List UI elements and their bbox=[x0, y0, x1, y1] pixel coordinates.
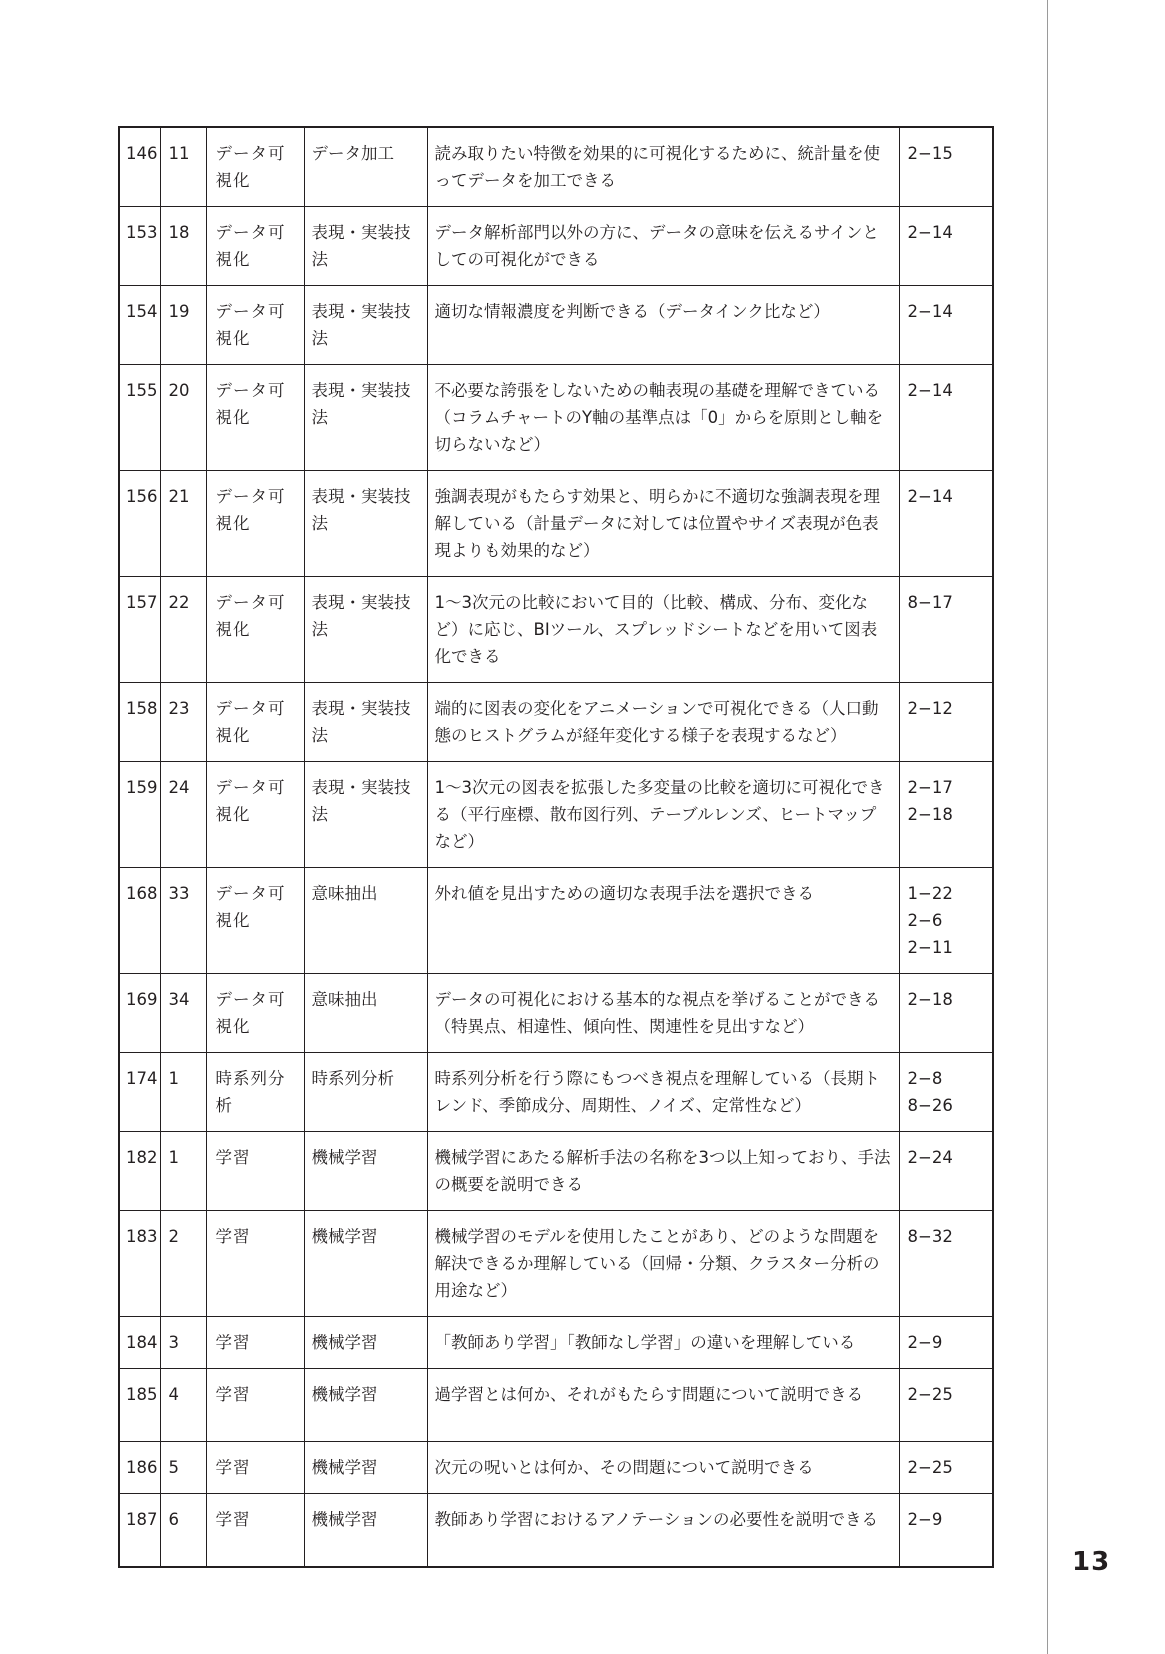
description: 1〜3次元の比較において目的（比較、構成、分布、変化など）に応じ、BIツール、スプレッドシートなどを用いて図表化できる bbox=[427, 577, 899, 683]
subcategory: 機械学習 bbox=[304, 1211, 427, 1317]
table-row bbox=[119, 1317, 993, 1369]
item-number: 146 bbox=[119, 127, 160, 207]
skills-table-body bbox=[119, 127, 993, 1567]
category: 学習 bbox=[206, 1132, 304, 1211]
category: データ可視化 bbox=[206, 207, 304, 286]
sub-number: 33 bbox=[160, 868, 206, 974]
table-row bbox=[119, 974, 993, 1053]
table-row bbox=[119, 1494, 993, 1567]
category: データ可視化 bbox=[206, 365, 304, 471]
page-number: 13 bbox=[1072, 1547, 1111, 1577]
item-number: 156 bbox=[119, 471, 160, 577]
table-row bbox=[119, 868, 993, 974]
item-number: 168 bbox=[119, 868, 160, 974]
table-row bbox=[119, 683, 993, 762]
reference: 2−25 bbox=[899, 1442, 993, 1494]
sub-number: 20 bbox=[160, 365, 206, 471]
item-number: 159 bbox=[119, 762, 160, 868]
table-row bbox=[119, 365, 993, 471]
reference: 2−24 bbox=[899, 1132, 993, 1211]
reference: 2−17 2−18 bbox=[899, 762, 993, 868]
category: 学習 bbox=[206, 1369, 304, 1442]
reference: 2−8 8−26 bbox=[899, 1053, 993, 1132]
item-number: 157 bbox=[119, 577, 160, 683]
item-number: 186 bbox=[119, 1442, 160, 1494]
reference: 1−22 2−6 2−11 bbox=[899, 868, 993, 974]
category: 学習 bbox=[206, 1317, 304, 1369]
sub-number: 5 bbox=[160, 1442, 206, 1494]
reference: 2−9 bbox=[899, 1494, 993, 1567]
subcategory: 表現・実装技法 bbox=[304, 207, 427, 286]
reference: 8−32 bbox=[899, 1211, 993, 1317]
table-row bbox=[119, 1211, 993, 1317]
sub-number: 18 bbox=[160, 207, 206, 286]
item-number: 184 bbox=[119, 1317, 160, 1369]
table-row bbox=[119, 471, 993, 577]
sub-number: 4 bbox=[160, 1369, 206, 1442]
subcategory: 機械学習 bbox=[304, 1369, 427, 1442]
table-row bbox=[119, 1369, 993, 1442]
subcategory: 表現・実装技法 bbox=[304, 683, 427, 762]
reference: 2−9 bbox=[899, 1317, 993, 1369]
item-number: 183 bbox=[119, 1211, 160, 1317]
item-number: 169 bbox=[119, 974, 160, 1053]
table-row bbox=[119, 1132, 993, 1211]
skills-table bbox=[118, 126, 994, 1568]
sub-number: 23 bbox=[160, 683, 206, 762]
table-row bbox=[119, 1053, 993, 1132]
category: データ可視化 bbox=[206, 471, 304, 577]
description: 「教師あり学習」「教師なし学習」の違いを理解している bbox=[427, 1317, 899, 1369]
subcategory: 時系列分析 bbox=[304, 1053, 427, 1132]
sub-number: 3 bbox=[160, 1317, 206, 1369]
category: データ可視化 bbox=[206, 868, 304, 974]
category: データ可視化 bbox=[206, 762, 304, 868]
sub-number: 6 bbox=[160, 1494, 206, 1567]
description: 読み取りたい特徴を効果的に可視化するために、統計量を使ってデータを加工できる bbox=[427, 127, 899, 207]
item-number: 153 bbox=[119, 207, 160, 286]
table-row bbox=[119, 127, 993, 207]
description: 過学習とは何か、それがもたらす問題について説明できる bbox=[427, 1369, 899, 1442]
description: 機械学習にあたる解析手法の名称を3つ以上知っており、手法の概要を説明できる bbox=[427, 1132, 899, 1211]
category: 学習 bbox=[206, 1211, 304, 1317]
reference: 2−15 bbox=[899, 127, 993, 207]
category: データ可視化 bbox=[206, 127, 304, 207]
sub-number: 1 bbox=[160, 1053, 206, 1132]
description: 教師あり学習におけるアノテーションの必要性を説明できる bbox=[427, 1494, 899, 1567]
category: データ可視化 bbox=[206, 577, 304, 683]
description: 次元の呪いとは何か、その問題について説明できる bbox=[427, 1442, 899, 1494]
item-number: 174 bbox=[119, 1053, 160, 1132]
reference: 2−18 bbox=[899, 974, 993, 1053]
table-row bbox=[119, 577, 993, 683]
description: データの可視化における基本的な視点を挙げることができる（特異点、相違性、傾向性、関連性を見出すなど） bbox=[427, 974, 899, 1053]
sub-number: 21 bbox=[160, 471, 206, 577]
description: 機械学習のモデルを使用したことがあり、どのような問題を解決できるか理解している（回帰・分類、クラスター分析の用途など） bbox=[427, 1211, 899, 1317]
sub-number: 24 bbox=[160, 762, 206, 868]
sub-number: 1 bbox=[160, 1132, 206, 1211]
category: データ可視化 bbox=[206, 974, 304, 1053]
subcategory: 機械学習 bbox=[304, 1442, 427, 1494]
item-number: 155 bbox=[119, 365, 160, 471]
item-number: 158 bbox=[119, 683, 160, 762]
subcategory: 表現・実装技法 bbox=[304, 762, 427, 868]
category: 学習 bbox=[206, 1442, 304, 1494]
description: 時系列分析を行う際にもつべき視点を理解している（長期トレンド、季節成分、周期性、ノイズ、定常性など） bbox=[427, 1053, 899, 1132]
description: データ解析部門以外の方に、データの意味を伝えるサインとしての可視化ができる bbox=[427, 207, 899, 286]
subcategory: 機械学習 bbox=[304, 1494, 427, 1567]
subcategory: 表現・実装技法 bbox=[304, 577, 427, 683]
description: 不必要な誇張をしないための軸表現の基礎を理解できている（コラムチャートのY軸の基準点は「0」からを原則とし軸を切らないなど） bbox=[427, 365, 899, 471]
table-row bbox=[119, 207, 993, 286]
table-row bbox=[119, 762, 993, 868]
reference: 8−17 bbox=[899, 577, 993, 683]
reference: 2−14 bbox=[899, 471, 993, 577]
reference: 2−14 bbox=[899, 286, 993, 365]
item-number: 182 bbox=[119, 1132, 160, 1211]
subcategory: 意味抽出 bbox=[304, 974, 427, 1053]
description: 適切な情報濃度を判断できる（データインク比など） bbox=[427, 286, 899, 365]
description: 外れ値を見出すための適切な表現手法を選択できる bbox=[427, 868, 899, 974]
margin-rule bbox=[1047, 0, 1048, 1654]
item-number: 185 bbox=[119, 1369, 160, 1442]
subcategory: データ加工 bbox=[304, 127, 427, 207]
table-row bbox=[119, 286, 993, 365]
sub-number: 2 bbox=[160, 1211, 206, 1317]
item-number: 187 bbox=[119, 1494, 160, 1567]
sub-number: 22 bbox=[160, 577, 206, 683]
subcategory: 意味抽出 bbox=[304, 868, 427, 974]
sub-number: 11 bbox=[160, 127, 206, 207]
reference: 2−14 bbox=[899, 365, 993, 471]
description: 強調表現がもたらす効果と、明らかに不適切な強調表現を理解している（計量データに対しては位置やサイズ表現が色表現よりも効果的など） bbox=[427, 471, 899, 577]
table-row bbox=[119, 1442, 993, 1494]
description: 1〜3次元の図表を拡張した多変量の比較を適切に可視化できる（平行座標、散布図行列、テーブルレンズ、ヒートマップなど） bbox=[427, 762, 899, 868]
sub-number: 19 bbox=[160, 286, 206, 365]
reference: 2−14 bbox=[899, 207, 993, 286]
subcategory: 表現・実装技法 bbox=[304, 286, 427, 365]
reference: 2−12 bbox=[899, 683, 993, 762]
subcategory: 機械学習 bbox=[304, 1317, 427, 1369]
category: データ可視化 bbox=[206, 286, 304, 365]
subcategory: 機械学習 bbox=[304, 1132, 427, 1211]
category: データ可視化 bbox=[206, 683, 304, 762]
subcategory: 表現・実装技法 bbox=[304, 365, 427, 471]
item-number: 154 bbox=[119, 286, 160, 365]
subcategory: 表現・実装技法 bbox=[304, 471, 427, 577]
sub-number: 34 bbox=[160, 974, 206, 1053]
category: 学習 bbox=[206, 1494, 304, 1567]
description: 端的に図表の変化をアニメーションで可視化できる（人口動態のヒストグラムが経年変化する様子を表現するなど） bbox=[427, 683, 899, 762]
category: 時系列分析 bbox=[206, 1053, 304, 1132]
reference: 2−25 bbox=[899, 1369, 993, 1442]
